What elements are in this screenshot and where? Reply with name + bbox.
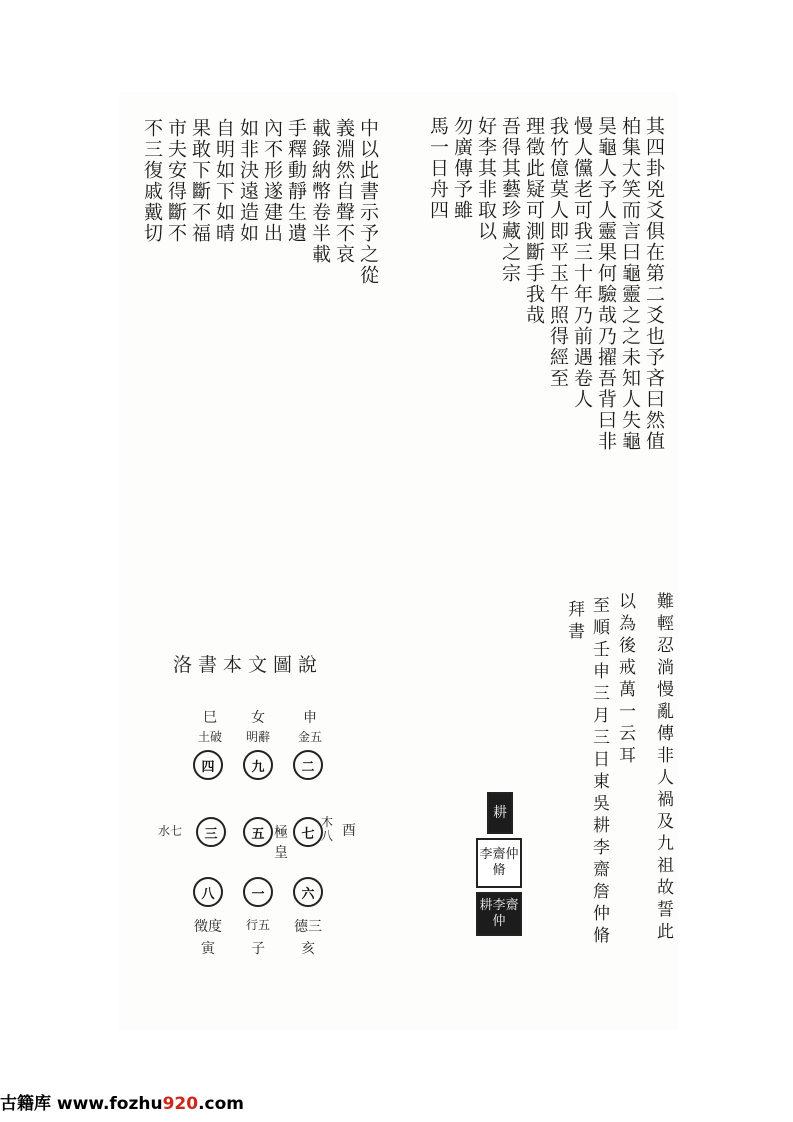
- bottom-label-left: 徵度: [194, 919, 222, 935]
- right-col-8: 好李其非取以: [475, 116, 497, 242]
- mid-right-label: 極皇: [274, 825, 288, 861]
- left-col-2: 義淵然自聲不哀: [333, 118, 355, 265]
- circle-three: 三: [196, 817, 226, 847]
- right-col-2: 柏集大笑而言曰龜靈之之未知人失龜: [619, 116, 641, 452]
- mid-left-label: 水七: [157, 824, 182, 838]
- circle-nine: 九: [243, 750, 273, 780]
- left-col-6: 如非決遠造如: [237, 118, 259, 244]
- top-label-left: 巳: [203, 710, 217, 726]
- circle-four: 四: [193, 750, 223, 780]
- circle-two: 二: [293, 750, 323, 780]
- bottom-sublabel-left: 寅: [201, 941, 215, 957]
- left-col-8: 果敢下斷不福: [189, 118, 211, 244]
- seal-bottom: 耕李齋仲: [476, 892, 522, 936]
- top-label-right: 申: [303, 710, 317, 726]
- left-col-1: 中以此書示予之從: [357, 118, 379, 286]
- seal-middle: 李齋仲脩: [476, 838, 522, 888]
- bottom-label-center: 行五: [245, 918, 270, 932]
- site-url-number: 920: [162, 1094, 199, 1114]
- mid-far-label: 木八: [320, 815, 333, 843]
- left-col-9: 市夫安得斷不: [165, 118, 187, 244]
- site-name: 古籍库: [0, 1094, 51, 1114]
- circle-eight: 八: [193, 877, 223, 907]
- inscription-col-3: 至順壬申三月三日東吳耕李齋詹仲脩: [589, 596, 609, 948]
- left-col-4: 手釋動靜生遺: [285, 118, 307, 244]
- seal-top: 耕: [487, 792, 513, 834]
- right-col-1: 其四卦兇爻俱在第二爻也予吝曰然值: [643, 116, 665, 452]
- right-col-9: 勿廣傳予雖: [451, 116, 473, 221]
- right-col-6: 理徵此疑可測斷手我哉: [523, 116, 545, 326]
- top-sublabel-left: 土破: [197, 730, 222, 744]
- top-sublabel-right: 金五: [297, 730, 322, 744]
- left-col-3: 載錄納幣卷半載: [309, 118, 331, 265]
- top-sublabel-center: 明辭: [245, 730, 270, 744]
- right-col-4: 慢人儻老可我三十年乃前遇卷人: [571, 116, 593, 410]
- left-col-5: 內不形遂建出: [261, 118, 283, 244]
- site-url-suffix: .com: [198, 1094, 245, 1114]
- bottom-sublabel-center: 子: [251, 941, 265, 957]
- top-label-center: 女: [251, 710, 265, 726]
- inscription-col-1: 難輕忍淌慢亂傳非人禍及九祖故誓此: [653, 592, 673, 944]
- bottom-label-right: 德三: [294, 919, 322, 935]
- inscription-col-2: 以為後戒萬一云耳: [615, 592, 635, 768]
- right-col-7: 吾得其藝珍藏之宗: [499, 116, 521, 284]
- circle-seven: 七: [293, 817, 323, 847]
- circle-five: 五: [243, 817, 273, 847]
- site-url-prefix: www.fozhu: [56, 1094, 163, 1114]
- inscription-col-4: 拜書: [564, 600, 584, 644]
- right-col-10: 馬一日舟四: [427, 116, 449, 221]
- bottom-sublabel-right: 亥: [301, 941, 315, 957]
- diagram-title: 洛書本文圖說: [173, 654, 324, 676]
- left-col-10: 不三復戚戴切: [141, 118, 163, 244]
- mid-far-right-label: 酉: [342, 823, 356, 839]
- right-col-3: 昊龜人予人靈果何驗哉乃擢吾背曰非: [595, 116, 617, 452]
- circle-six: 六: [293, 877, 323, 907]
- right-col-5: 我竹億莫人即平玉午照得經至: [547, 116, 569, 389]
- site-watermark: [0, 1089, 244, 1114]
- left-col-7: 自明如下如晴: [213, 118, 235, 244]
- circle-one: 一: [243, 877, 273, 907]
